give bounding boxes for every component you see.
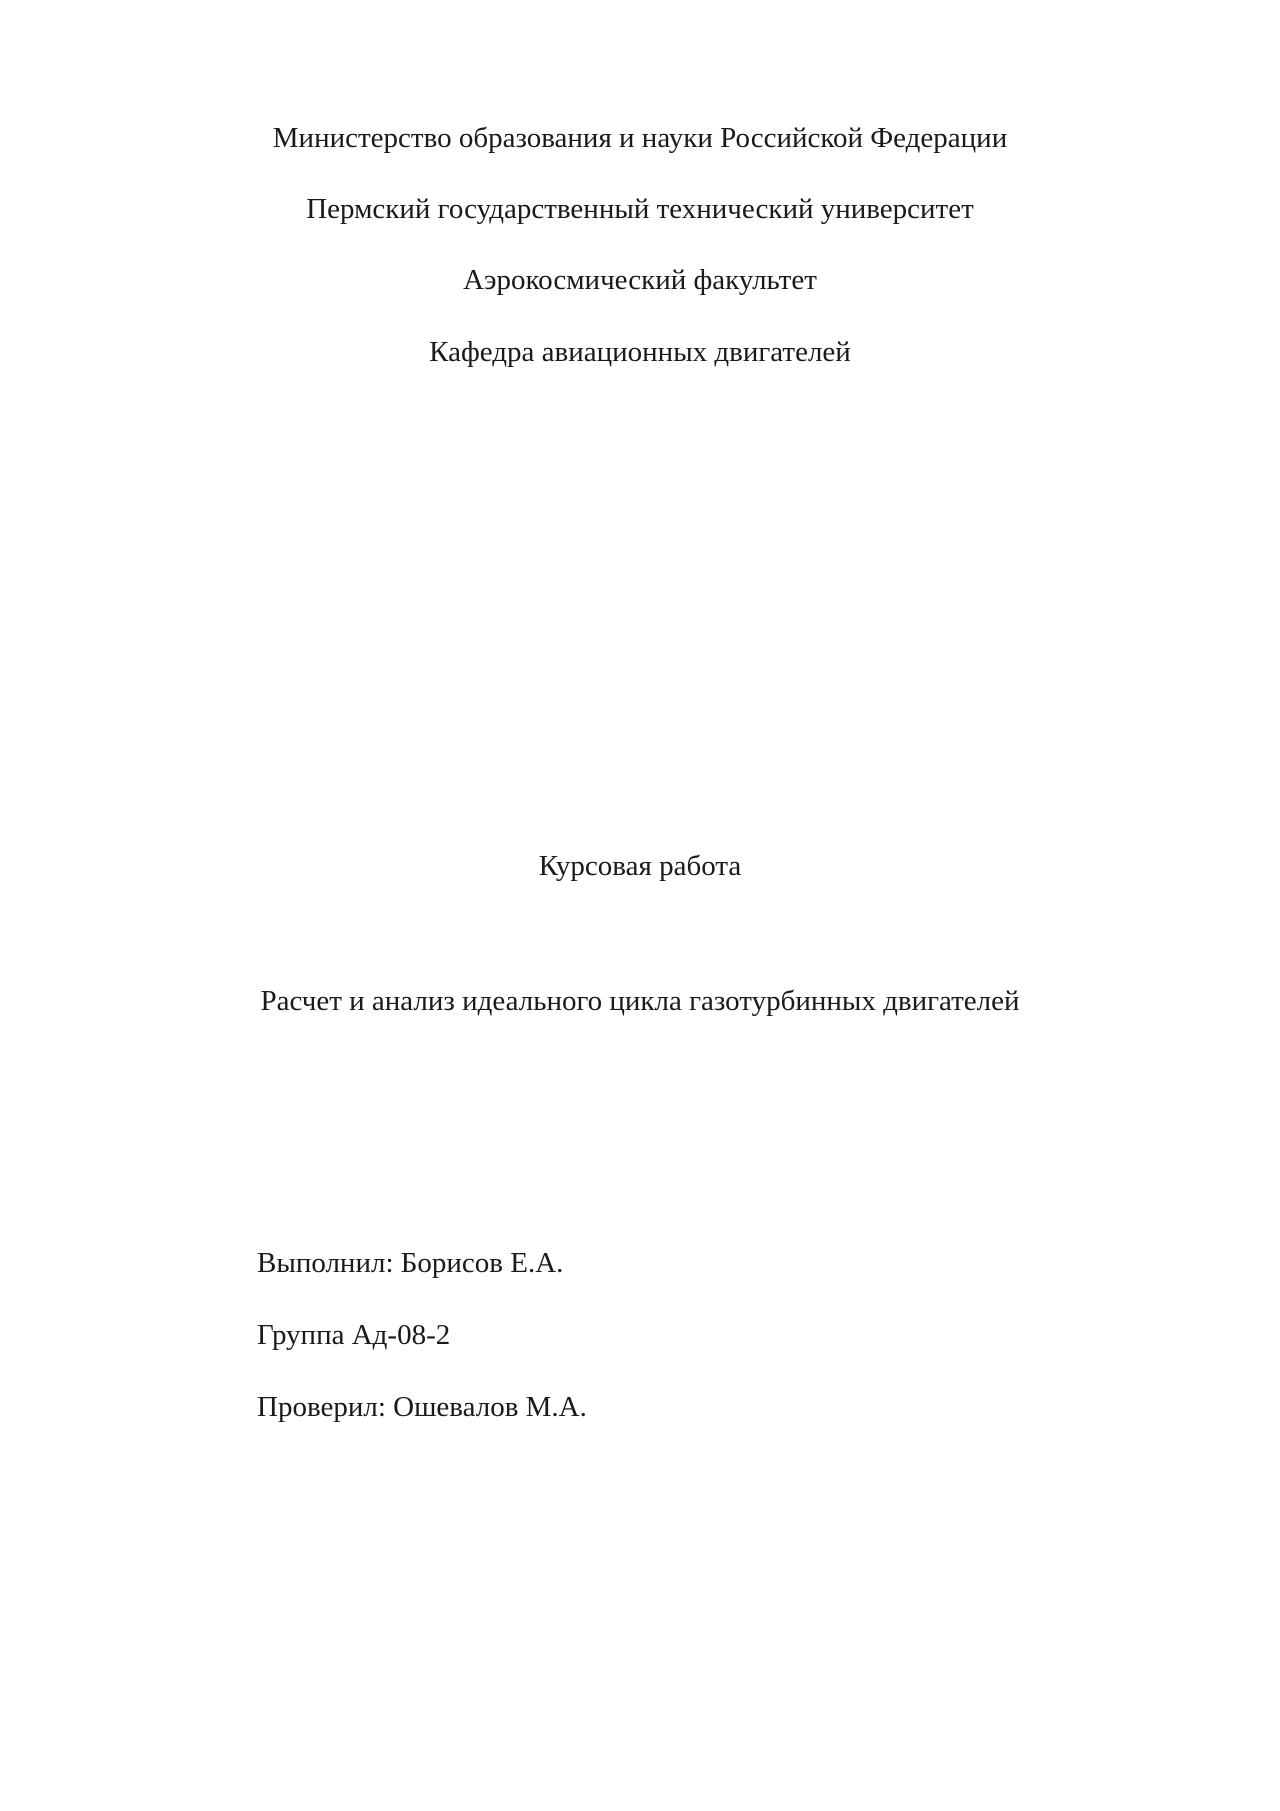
checked-by: Проверил: Ошевалов М.А. xyxy=(257,1391,587,1423)
faculty-name: Аэрокосмический факультет xyxy=(463,264,817,296)
university-name: Пермский государственный технический университет xyxy=(306,193,974,225)
student-group: Группа Ад-08-2 xyxy=(257,1319,451,1351)
ministry-name: Министерство образования и науки Российской Федерации xyxy=(272,122,1008,154)
performed-by: Выполнил: Борисов Е.А. xyxy=(257,1247,564,1279)
department-name: Кафедра авиационных двигателей xyxy=(429,336,851,368)
work-title: Расчет и анализ идеального цикла газотурбинных двигателей xyxy=(260,985,1020,1017)
work-type: Курсовая работа xyxy=(538,850,742,882)
